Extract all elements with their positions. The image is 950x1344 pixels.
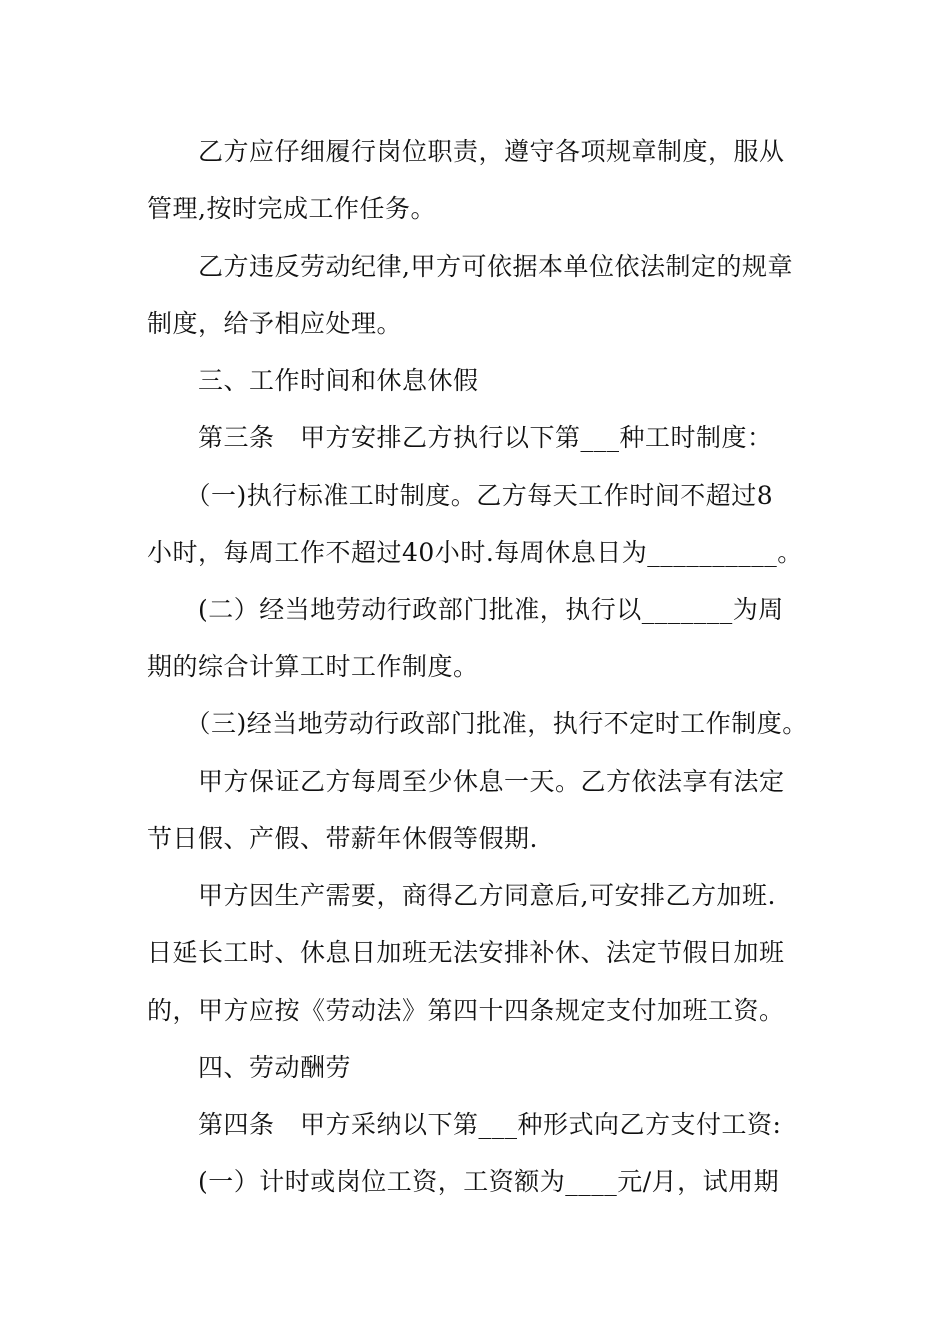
text-line: 甲方因生产需要，商得乙方同意后,可安排乙方加班. xyxy=(147,881,776,910)
text-line: 期的综合计算工时工作制度。 xyxy=(147,652,479,681)
text-line: 日延长工时、休息日加班无法安排补休、法定节假日加班 xyxy=(147,938,785,967)
text-line: 乙方违反劳动纪律,甲方可依据本单位依法制定的规章 xyxy=(147,252,793,281)
section-heading: 三、工作时间和休息休假 xyxy=(147,366,479,395)
text-line: 的，甲方应按《劳动法》第四十四条规定支付加班工资。 xyxy=(147,996,785,1025)
text-line: 小时，每周工作不超过40小时.每周休息日为__________。 xyxy=(147,538,803,567)
text-line: （三)经当地劳动行政部门批准，执行不定时工作制度。 xyxy=(147,709,808,738)
text-line: 管理,按时完成工作任务。 xyxy=(147,194,436,223)
text-line: 节日假、产假、带薪年休假等假期. xyxy=(147,824,538,853)
text-line: 制度，给予相应处理。 xyxy=(147,309,403,338)
article-heading: 第四条 甲方采纳以下第___种形式向乙方支付工资: xyxy=(147,1110,782,1139)
text-line: 乙方应仔细履行岗位职责，遵守各项规章制度，服从 xyxy=(147,137,785,166)
text-line: (二）经当地劳动行政部门批准，执行以_______为周 xyxy=(147,595,784,624)
text-line: 甲方保证乙方每周至少休息一天。乙方依法享有法定 xyxy=(147,767,785,796)
article-heading: 第三条 甲方安排乙方执行以下第___种工时制度： xyxy=(147,423,773,452)
text-line: （一)执行标准工时制度。乙方每天工作时间不超过8 xyxy=(147,481,774,510)
section-heading: 四、劳动酬劳 xyxy=(147,1053,352,1082)
text-line: (一）计时或岗位工资，工资额为____元/月，试用期 xyxy=(147,1167,780,1196)
